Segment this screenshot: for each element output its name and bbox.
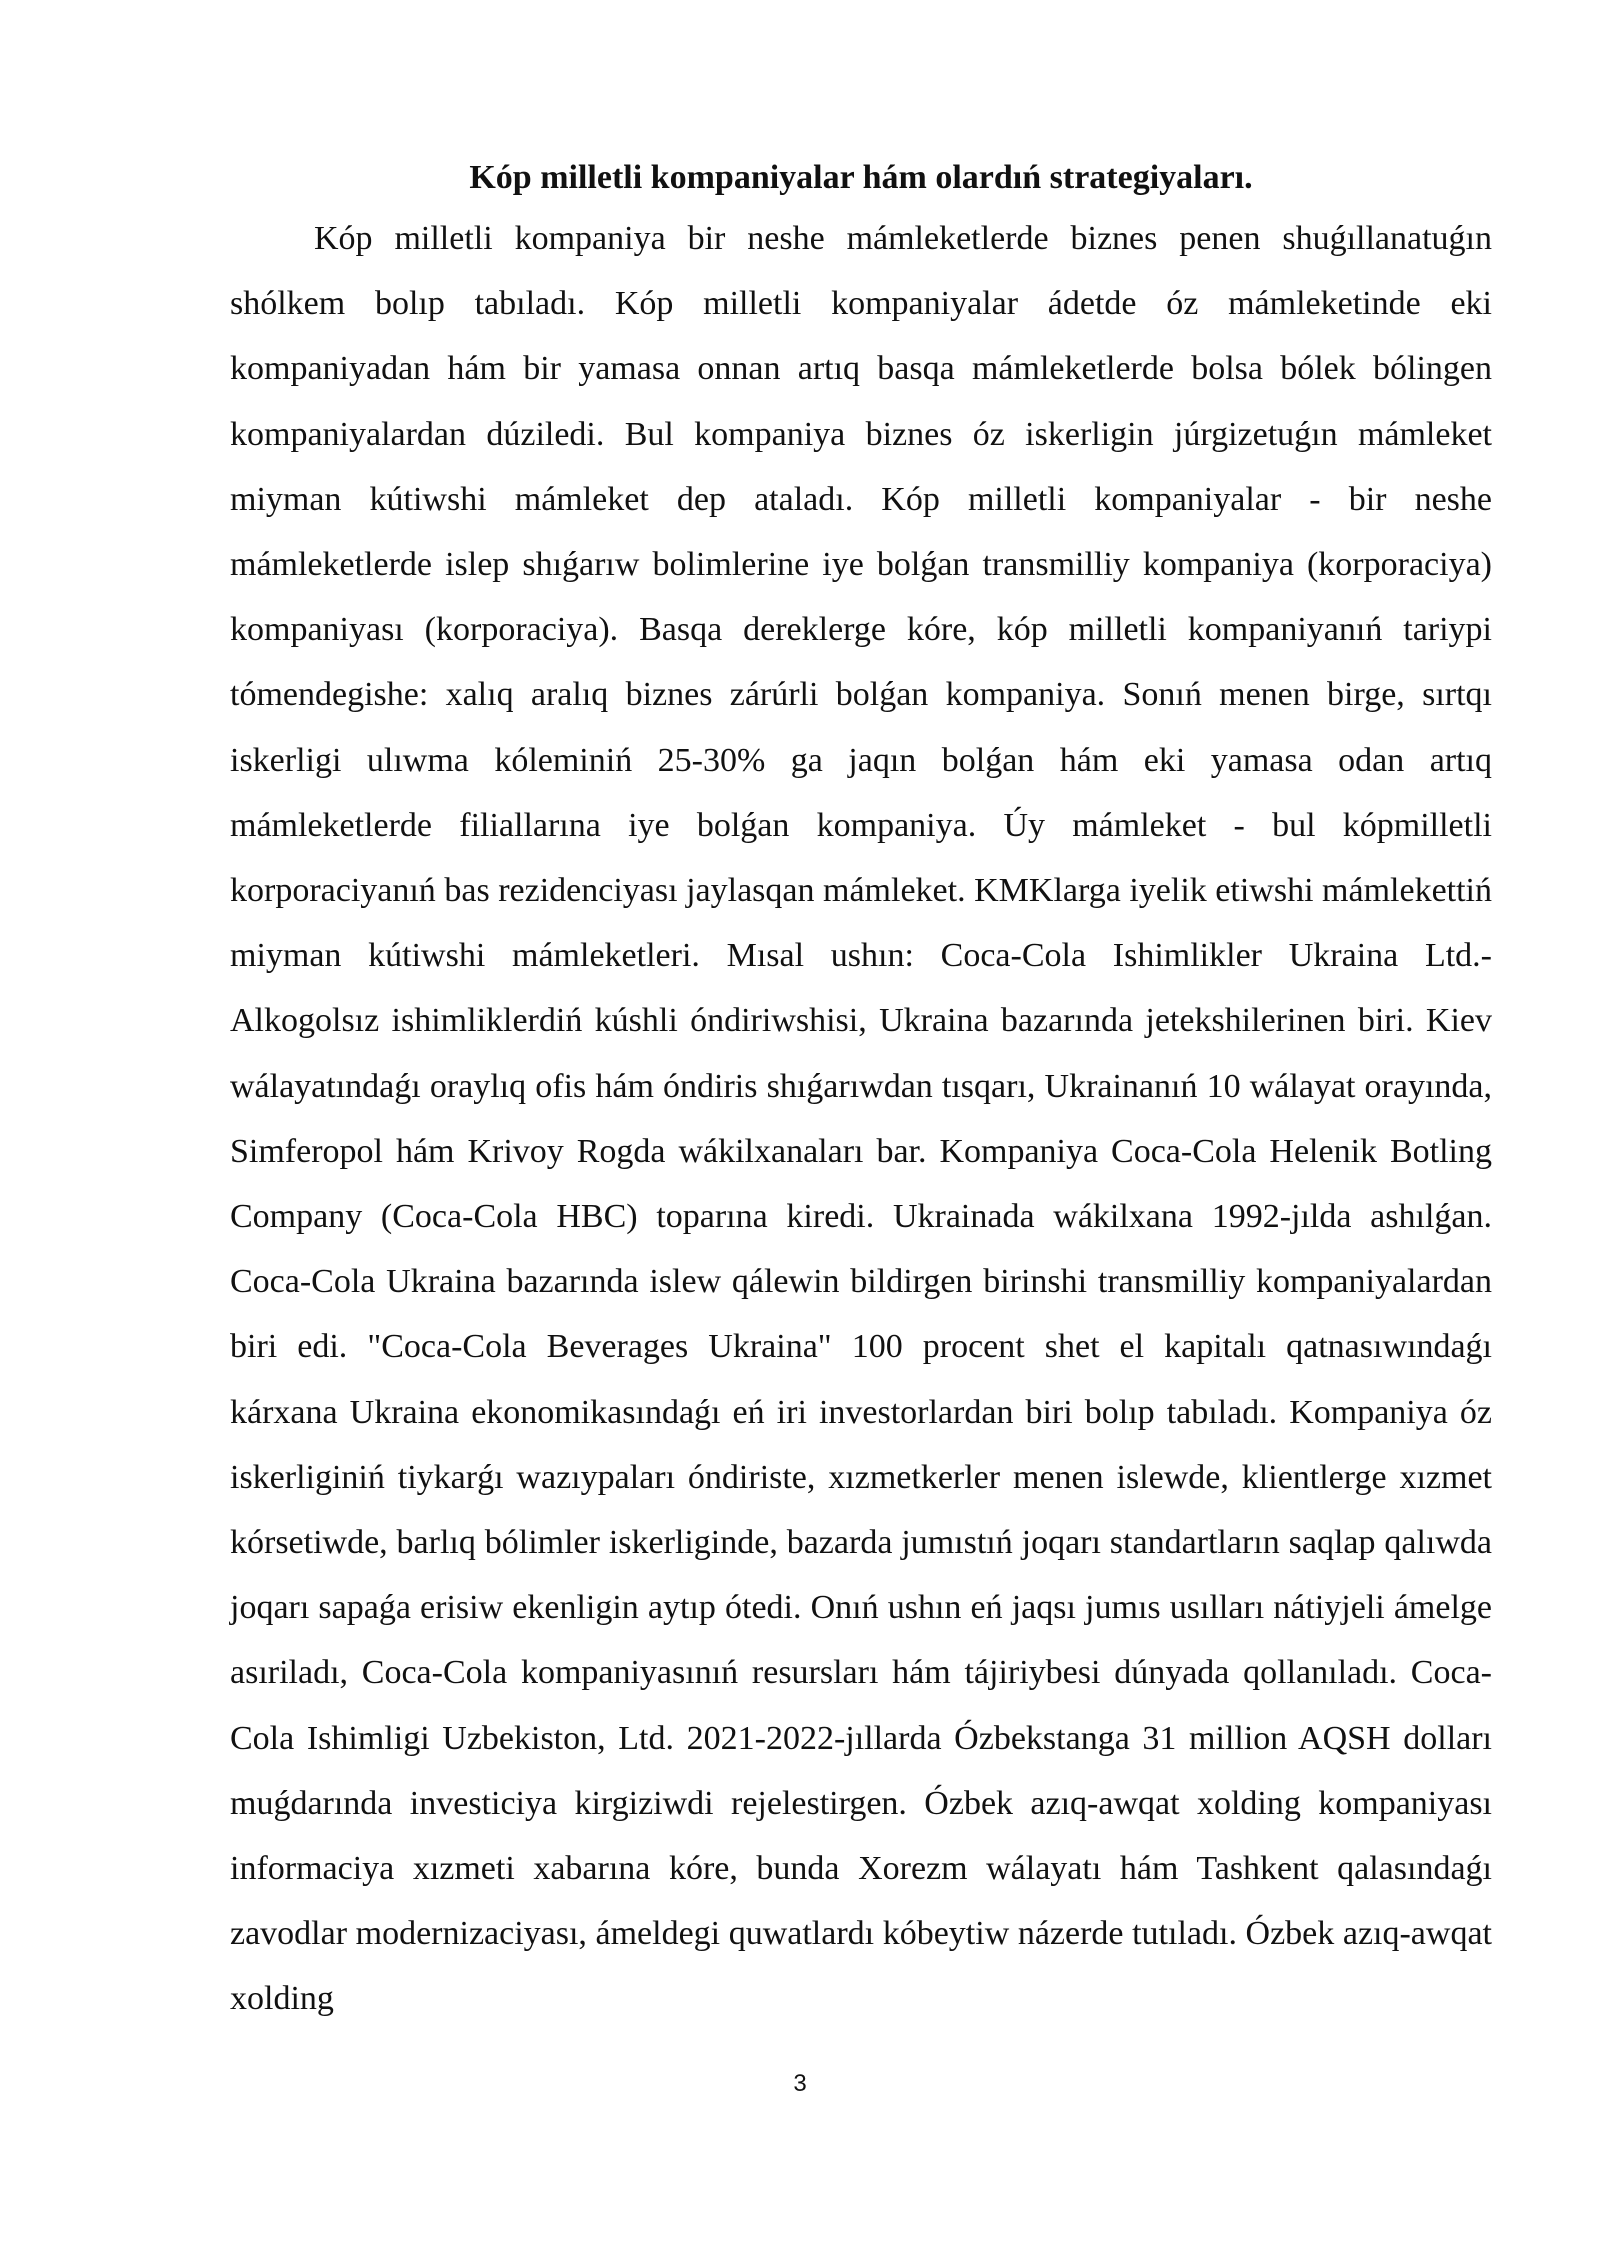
body-paragraph: Kóp milletli kompaniya bir neshe mámleketlerde biznes penen shuǵıllanatuǵın shólkem bolıp tabıladı. Kóp milletli kompaniyalar ádetde óz mámleketinde eki kompaniyadan hám bir yamasa onnan artıq basqa mámleketlerde bolsa bólek bólingen kompaniyalardan dúziledi. Bul kompaniya biznes óz iskerligin júrgizetuǵın mámleket miyman kútiwshi mámleket dep ataladı. Kóp milletli kompaniyalar - bir neshe mámleketlerde islep shıǵarıw bolimlerine iye bolǵan transmilliy kompaniya (korporaciya) kompaniyası (korporaciya). Basqa dereklerge kóre, kóp milletli kompaniyanıń tariypi tómendegishe: xalıq aralıq biznes zárúrli bolǵan kompaniya. Sonıń menen birge, sırtqı iskerligi ulıwma kóleminiń 25-30% ga jaqın bolǵan hám eki yamasa odan artıq mámleketlerde filiallarına iye bolǵan kompaniya. Úy mámleket - bul kópmilletli korporaciyanıń bas rezidenciyası jaylasqan mámleket. KMKlarga iyelik etiwshi mámlekettiń miyman kútiwshi mámleketleri. Mısal ushın: Coca-Cola Ishimlikler Ukraina Ltd.- Alkogolsız ishimliklerdiń kúshli óndiriwshisi, Ukraina bazarında jetekshilerinen biri. Kiev wálayatındaǵı oraylıq ofis hám óndiris shıǵarıwdan tısqarı, Ukrainanıń 10 wálayat orayında, Simferopol hám Krivoy Rogda wákilxanaları bar. Kompaniya Coca-Cola Helenik Botling Company (Coca-Cola HBC) toparına kiredi. Ukrainada wákilxana 1992-jılda ashılǵan. Coca-Cola Ukraina bazarında islew qálewin bildirgen birinshi transmilliy kompaniyalardan biri edi. "Coca-Cola Beverages Ukraina" 100 procent shet el kapitalı qatnasıwındaǵı kárxana Ukraina ekonomikasındaǵı eń iri investorlardan biri bolıp tabıladı. Kompaniya óz iskerliginiń tiykarǵı wazıypaları óndiriste, xızmetkerler menen islewde, klientlerge xızmet kórsetiwde, barlıq bólimler iskerliginde, bazarda jumıstıń joqarı standartların saqlap qalıwda joqarı sapaǵa erisiw ekenligin aytıp ótedi. Onıń ushın eń jaqsı jumıs usılları nátiyjeli ámelge asıriladı, Coca-Cola kompaniyasınıń resursları hám tájiriybesi dúnyada qollanıladı. Coca-Cola Ishimligi Uzbekiston, Ltd. 2021-2022-jıllarda Ózbekstanga 31 million AQSH dolları muǵdarında investiciya kirgiziwdi rejelestirgen. Ózbek azıq-awqat xolding kompaniyası informaciya xızmeti xabarına kóre, bunda Xorezm wálayatı hám Tashkent qalasındaǵı zavodlar modernizaciyası, ámeldegi quwatlardı kóbeytiw názerde tutıladı. Ózbek azıq-awqat xolding [230,220,1492,2018]
page-number: 3 [793,2070,807,2097]
document-title: Kóp milletli kompaniyalar hám olardıń strategiyaları. [469,159,1253,196]
document-content [230,150,1492,2032]
